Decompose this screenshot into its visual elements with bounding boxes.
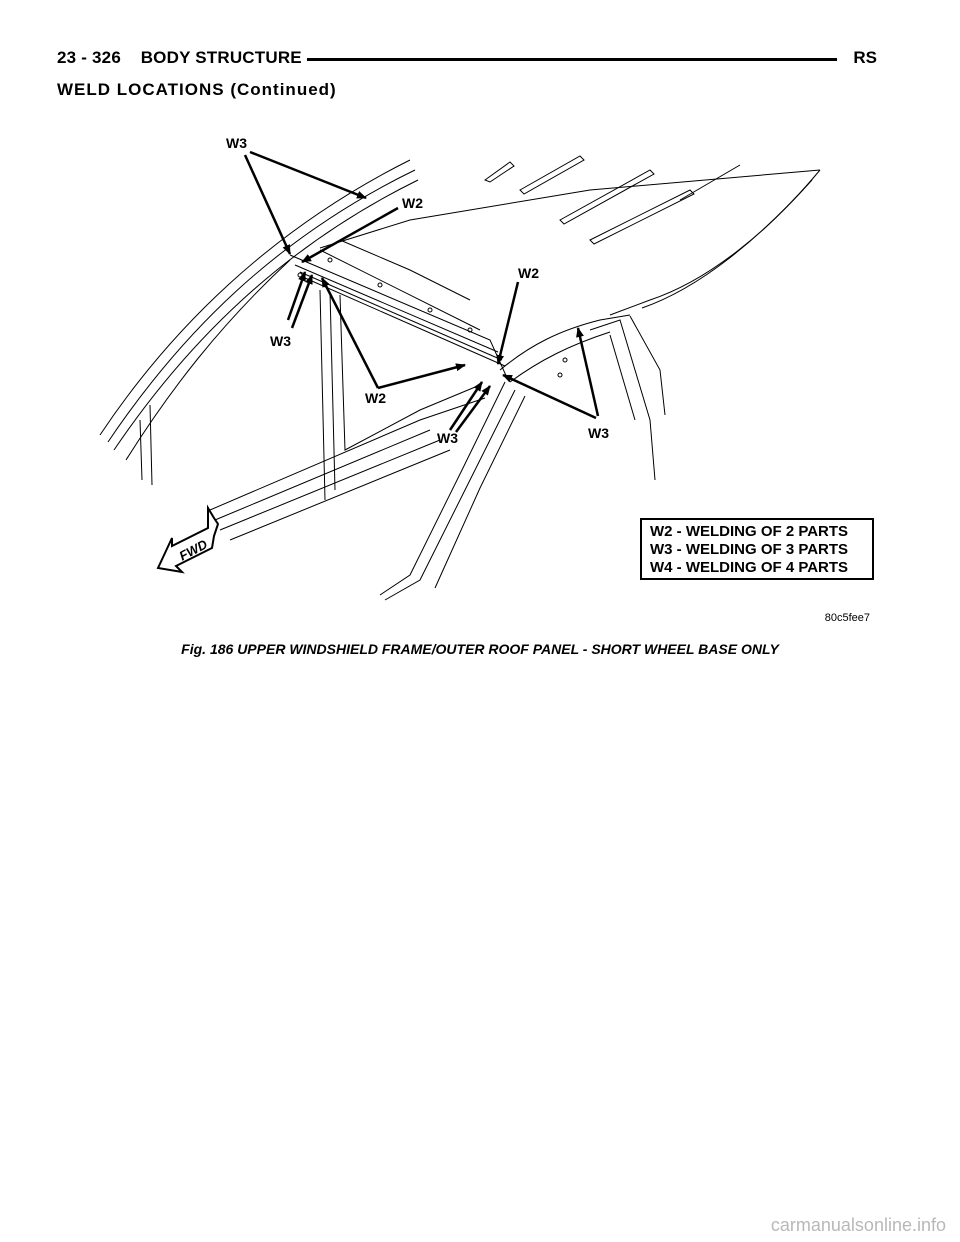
page-ref: 23 - 326: [57, 48, 121, 67]
callout-w3-left: W3: [270, 333, 291, 349]
legend-w4: W4 - WELDING OF 4 PARTS: [650, 559, 849, 576]
weld-diagram: [90, 120, 890, 632]
figure-id: 80c5fee7: [824, 612, 870, 624]
header-rule: [307, 58, 837, 61]
callout-w2-right: W2: [518, 265, 539, 281]
callout-arrows: [245, 152, 598, 432]
callout-w3-bottom: W3: [437, 430, 458, 446]
figure-caption: Fig. 186 UPPER WINDSHIELD FRAME/OUTER ROOF PANEL - SHORT WHEEL BASE ONLY: [181, 641, 779, 657]
fwd-arrow-icon: [158, 508, 218, 572]
section-title: WELD LOCATIONS (Continued): [57, 80, 337, 99]
legend-w3: W3 - WELDING OF 3 PARTS: [650, 541, 849, 558]
callout-w2-top: W2: [402, 195, 423, 211]
watermark: carmanualsonline.info: [770, 1215, 946, 1235]
fwd-label: FWD: [176, 536, 210, 564]
legend-w2: W2 - WELDING OF 2 PARTS: [650, 523, 849, 540]
weld-legend: [640, 518, 874, 580]
callout-w3-right: W3: [588, 425, 609, 441]
section-name: BODY STRUCTURE: [140, 48, 302, 67]
page-ref-section: [57, 48, 302, 68]
page-header: [57, 48, 877, 72]
callout-w3-top: W3: [226, 135, 247, 151]
section-code: RS: [853, 48, 877, 67]
callout-w2-bottom: W2: [365, 390, 386, 406]
